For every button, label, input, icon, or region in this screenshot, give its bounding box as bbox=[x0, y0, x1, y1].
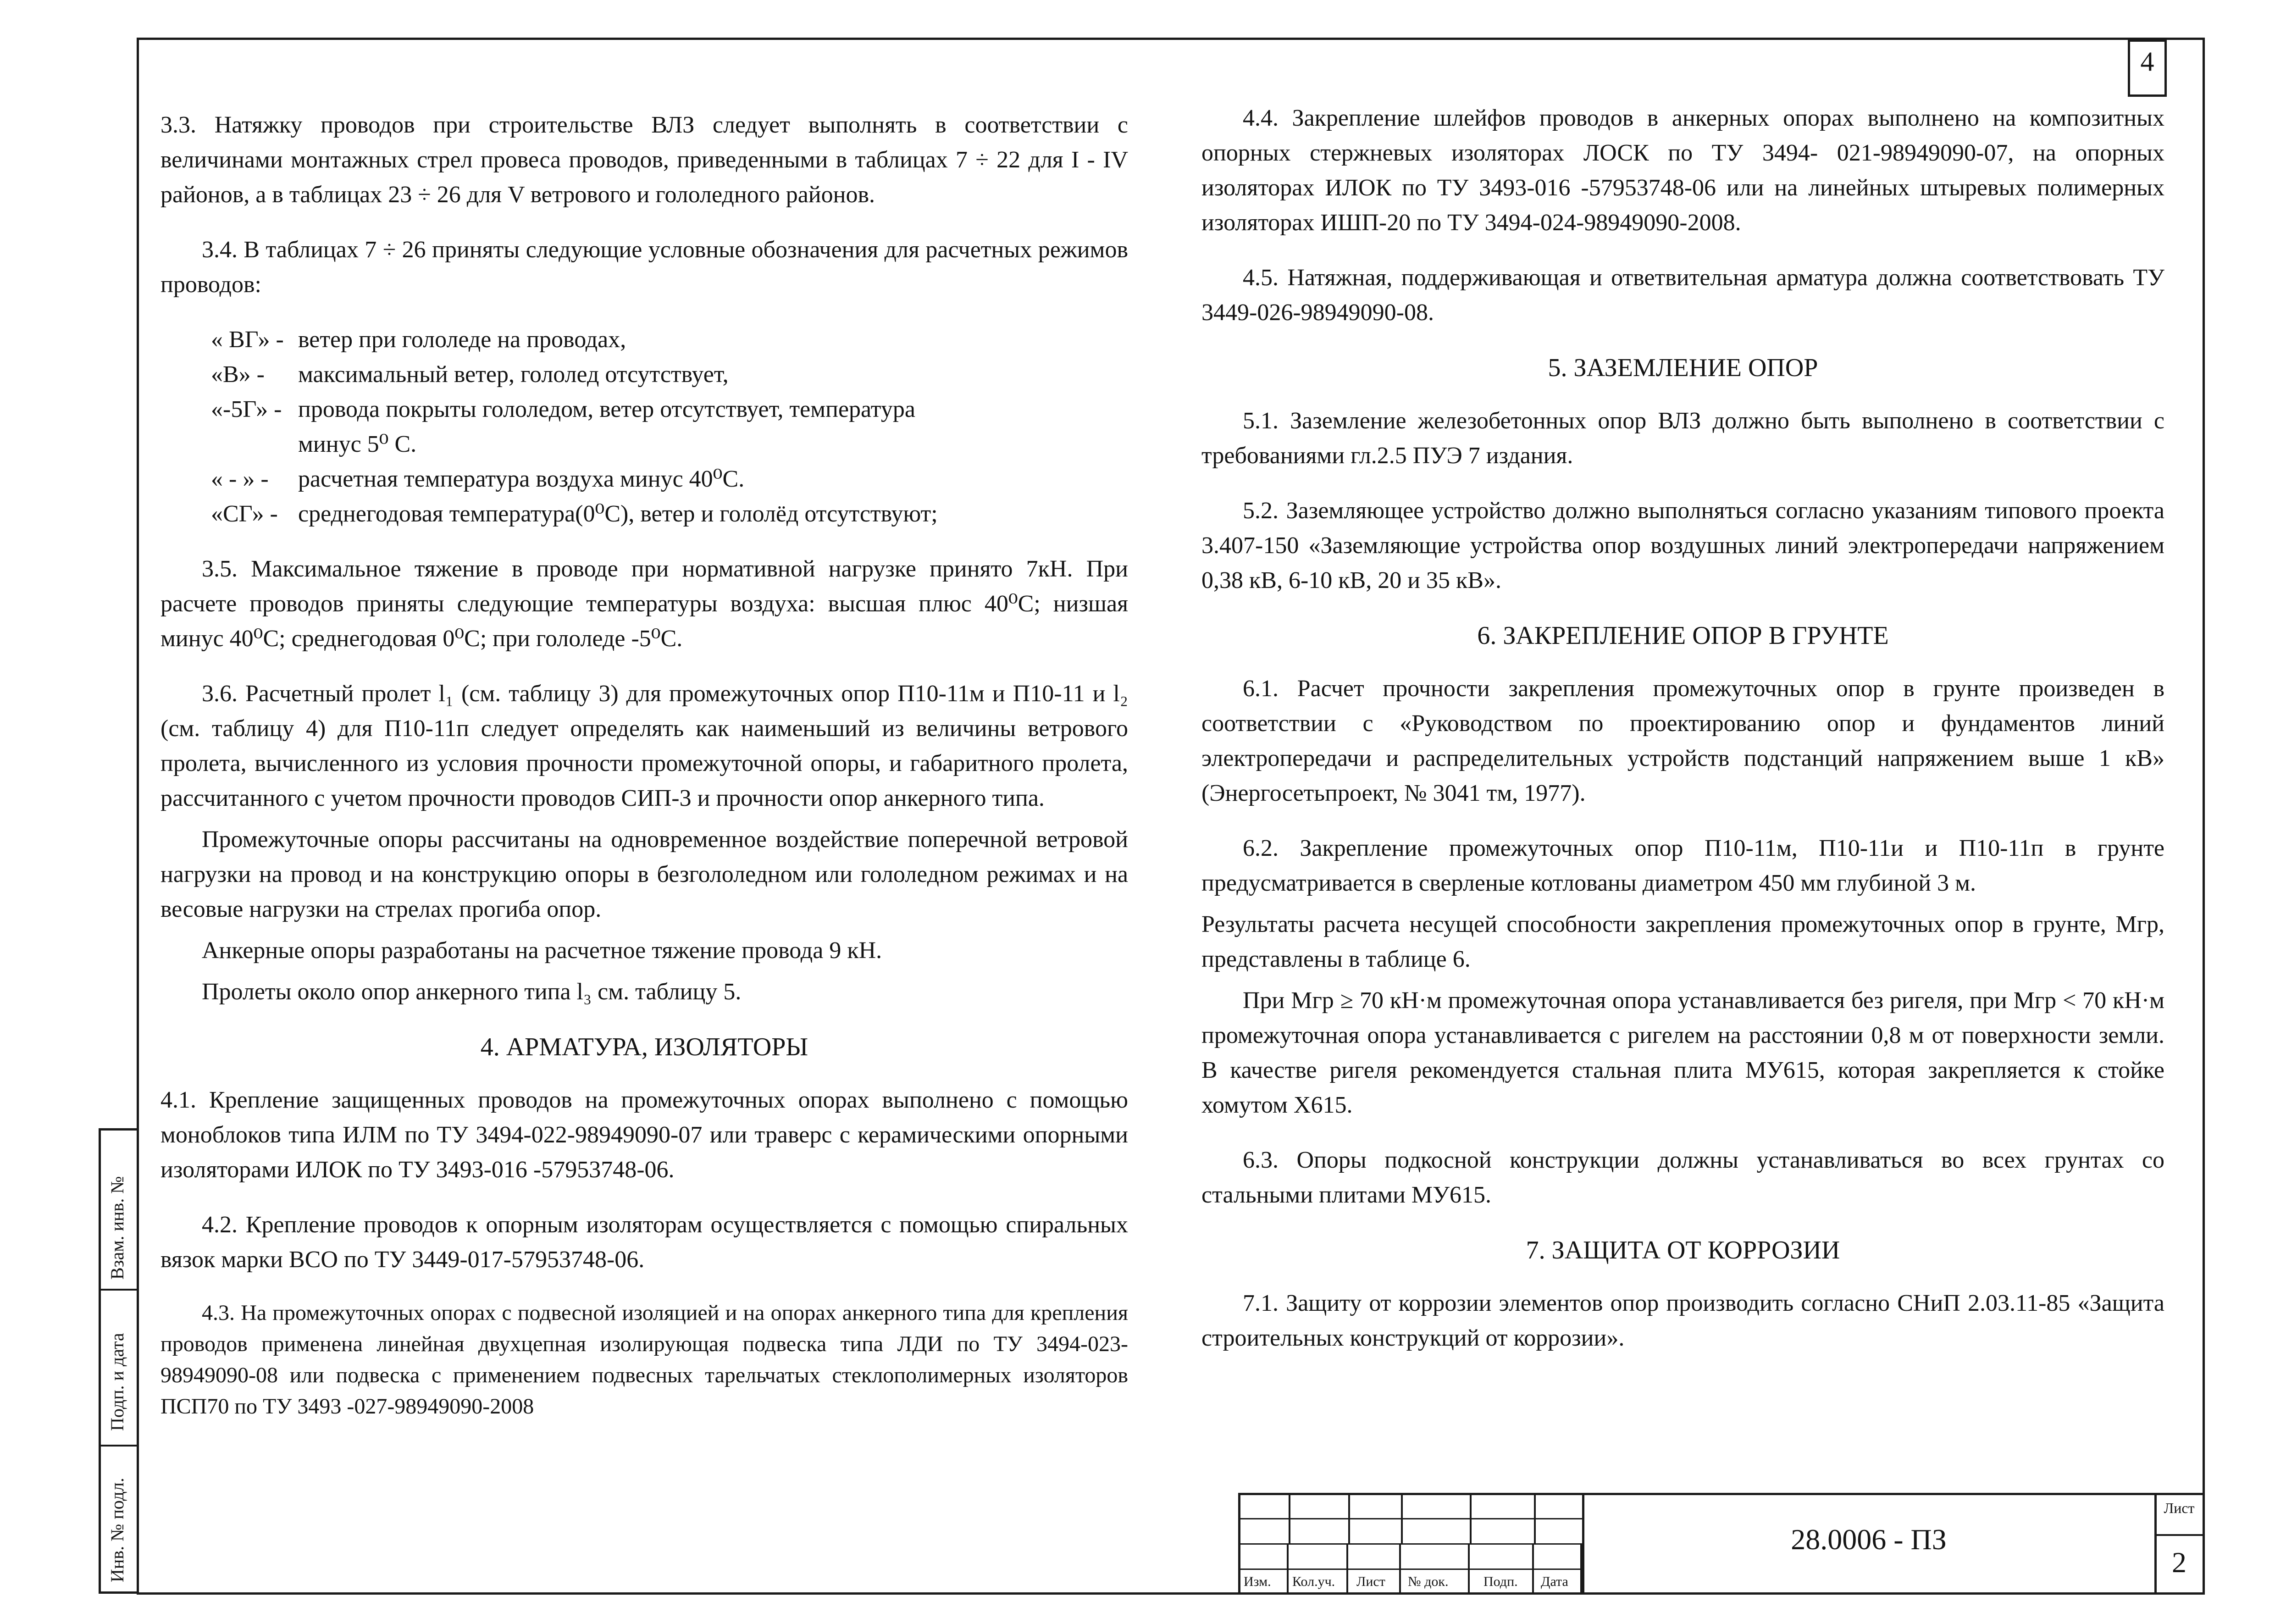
right-column bbox=[1201, 101, 2164, 1376]
paragraph-7-1: 7.1. Защиту от коррозии элементов опор производить согласно СНиП 2.03.11-85 «Защита строительных конструкций от коррозии». bbox=[1201, 1290, 2164, 1351]
sidebar-label-vzam: Взам. инв. № bbox=[107, 1176, 127, 1280]
legend-item bbox=[161, 497, 1128, 532]
legend-item bbox=[161, 462, 1128, 497]
legend-item bbox=[161, 427, 1128, 462]
paragraph-3-5: 3.5. Максимальное тяжение в проводе при нормативной нагрузке принято 7кН. При расчете проводов приняты следующие температуры воздуха: высшая плюс 40⁰С; низшая минус 40⁰С; среднегодовая 0⁰С; при гололеде -5⁰С. bbox=[161, 556, 1128, 652]
stamp-col-line bbox=[1401, 1493, 1403, 1543]
legend-list bbox=[161, 322, 1128, 532]
legend-symbol: «СГ» - bbox=[211, 501, 278, 527]
sidebar-divider bbox=[99, 1445, 139, 1447]
section-heading-5: 5. ЗАЗЕМЛЕНИЕ ОПОР bbox=[1548, 354, 1818, 382]
legend-text: максимальный ветер, гололед отсутствует, bbox=[298, 361, 729, 388]
legend-item bbox=[161, 322, 1128, 357]
sidebar-label-inv: Инв. № подл. bbox=[107, 1478, 127, 1582]
title-block-divider bbox=[1582, 1493, 1584, 1595]
paragraph-4-3: 4.3. На промежуточных опорах с подвесной изоляцией и на опорах анкерного типа для крепления проводов применена линейная двухцепная изолирующая подвеска типа ЛДИ по ТУ 3494-023-98949090-08 или подвеска с применением подвесных тарельчатых стеклополимерных изоляторов ПСП70 по ТУ 3493 -027-98949090-2008 bbox=[161, 1301, 1128, 1419]
paragraph-3-3: 3.3. Натяжку проводов при строительстве ВЛЗ следует выполнять в соответствии с величинами монтажных стрел провеса проводов, приведенными в таблицах 7 ÷ 22 для I - IV районов, а в таблицах 23 ÷ 26 для V ветрового и гололедного районов. bbox=[161, 112, 1128, 208]
legend-symbol: « ВГ» - bbox=[211, 327, 284, 353]
stamp-col-line bbox=[1348, 1493, 1350, 1543]
legend-symbol bbox=[161, 427, 298, 462]
document-code: 28.0006 - ПЗ bbox=[1791, 1523, 1947, 1556]
stamp-col-ndok: № док. bbox=[1408, 1574, 1449, 1589]
paragraph-3-6: 3.6. Расчетный пролет l₁ (см. таблицу 3) для промежуточных опор П10-11м и П10-11 и l₂ (см. таблицу 4) для П10-11п следует определять как наименьший из величины ветрового пролета, вычисленного из условия прочности промежуточной опоры, и габаритного пролета, рассчитанного с учетом прочности проводов СИП-3 и прочности опор анкерного типа. bbox=[161, 681, 1128, 811]
legend-item bbox=[161, 392, 1128, 427]
paragraph-3-6-c: Анкерные опоры разработаны на расчетное тяжение провода 9 кН. bbox=[202, 937, 882, 964]
title-block-divider bbox=[2154, 1534, 2205, 1536]
paragraph-4-4: 4.4. Закрепление шлейфов проводов в анкерных опорах выполнено на композитных опорных стержневых изоляторах ЛОСК по ТУ 3494- 021-98949090-07, на опорных изоляторах ИЛОК по ТУ 3493-016 -57953748-06 или на линейных штыревых полимерных изоляторах ИШП-20 по ТУ 3494-024-98949090-2008. bbox=[1201, 105, 2164, 236]
legend-symbol: « - » - bbox=[211, 466, 269, 492]
legend-text: расчетная температура воздуха минус 40⁰С. bbox=[298, 466, 745, 492]
paragraph-4-1: 4.1. Крепление защищенных проводов на промежуточных опорах выполнено с помощью моноблоков типа ИЛМ по ТУ 3494-022-98949090-07 или траверс с керамическими опорными изоляторами ИЛОК по ТУ 3493-016 -57953748-06. bbox=[161, 1087, 1128, 1183]
paragraph-6-3: 6.3. Опоры подкосной конструкции должны устанавливаться во всех грунтах со стальными плитами МУ615. bbox=[1201, 1147, 2164, 1208]
paragraph-6-2: 6.2. Закрепление промежуточных опор П10-11м, П10-11и и П10-11п в грунте предусматривается в сверленые котлованы диаметром 450 мм глубиной 3 м. bbox=[1201, 835, 2164, 896]
paragraph-5-1: 5.1. Заземление железобетонных опор ВЛЗ должно быть выполнено в соответствии с требованиями гл.2.5 ПУЭ 7 издания. bbox=[1201, 408, 2164, 469]
sheet-number: 2 bbox=[2172, 1546, 2186, 1579]
legend-text: провода покрыты гололедом, ветер отсутствует, температура bbox=[298, 396, 915, 422]
section-heading-4: 4. АРМАТУРА, ИЗОЛЯТОРЫ bbox=[480, 1033, 808, 1061]
stamp-col-line bbox=[1289, 1493, 1290, 1543]
sidebar-divider bbox=[99, 1289, 139, 1291]
stamp-col-list: Лист bbox=[1356, 1574, 1385, 1589]
stamp-col-izm: Изм. bbox=[1244, 1574, 1271, 1589]
section-heading-7: 7. ЗАЩИТА ОТ КОРРОЗИИ bbox=[1526, 1236, 1840, 1264]
paragraph-3-6-d: Пролеты около опор анкерного типа l₃ см. таблицу 5. bbox=[202, 979, 742, 1005]
stamp-col-line bbox=[1534, 1493, 1536, 1543]
legend-text: минус 5⁰ С. bbox=[298, 431, 417, 457]
paragraph-6-2-c: При Мгр ≥ 70 кН·м промежуточная опора устанавливается без ригеля, при Мгр < 70 кН·м промежуточная опора устанавливается с ригелем на расстоянии 0,8 м от поверхности земли. В качестве ригеля рекомендуется стальная плита МУ615, которая закрепляется к стойке хомутом Х615. bbox=[1201, 987, 2164, 1118]
legend-text: ветер при гололеде на проводах, bbox=[298, 327, 626, 353]
stamp-col-podp: Подп. bbox=[1483, 1574, 1518, 1589]
paragraph-6-1: 6.1. Расчет прочности закрепления промежуточных опор в грунте произведен в соответствии с «Руководством по проектированию опор и фундаментов линий электропередачи и распределительных устройств подстанций напряжением выше 1 кВ» (Энергосетьпроект, № 3041 тм, 1977). bbox=[1201, 676, 2164, 806]
legend-symbol: «-5Г» - bbox=[211, 396, 282, 422]
left-column bbox=[161, 108, 1128, 1442]
stamp-col-data: Дата bbox=[1541, 1574, 1568, 1589]
sidebar-label-podp: Подп. и дата bbox=[107, 1333, 127, 1431]
paragraph-6-2-b: Результаты расчета несущей способности закрепления промежуточных опор в грунте, Мгр, представлены в таблице 6. bbox=[1201, 911, 2164, 972]
paragraph-4-5: 4.5. Натяжная, поддерживающая и ответвительная арматура должна соответствовать ТУ 3449-026-98949090-08. bbox=[1201, 265, 2164, 326]
section-heading-6: 6. ЗАКРЕПЛЕНИЕ ОПОР В ГРУНТЕ bbox=[1477, 621, 1889, 650]
page-number: 4 bbox=[2140, 46, 2154, 77]
legend-symbol: «В» - bbox=[211, 361, 265, 388]
sheet-label: Лист bbox=[2164, 1500, 2195, 1516]
paragraph-5-2: 5.2. Заземляющее устройство должно выполняться согласно указаниям типового проекта 3.407-150 «Заземляющие устройства опор воздушных линий электропередачи напряжением 0,38 кВ, 6-10 кВ, 20 и 35 кВ». bbox=[1201, 498, 2164, 593]
stamp-col-kol: Кол.уч. bbox=[1292, 1574, 1335, 1589]
stamp-col-line bbox=[1470, 1493, 1472, 1543]
paragraph-3-4: 3.4. В таблицах 7 ÷ 26 приняты следующие условные обозначения для расчетных режимов проводов: bbox=[161, 237, 1128, 298]
paragraph-4-2: 4.2. Крепление проводов к опорным изоляторам осуществляется с помощью спиральных вязок марки ВСО по ТУ 3449-017-57953748-06. bbox=[161, 1212, 1128, 1273]
paragraph-3-6-b: Промежуточные опоры рассчитаны на одновременное воздействие поперечной ветровой нагрузки на провод и на конструкцию опоры в безгололедном или гололедном режимах и на весовые нагрузки на стрелах прогиба опор. bbox=[161, 826, 1128, 922]
legend-text: среднегодовая температура(0⁰С), ветер и гололёд отсутствуют; bbox=[298, 501, 938, 527]
legend-item bbox=[161, 357, 1128, 392]
